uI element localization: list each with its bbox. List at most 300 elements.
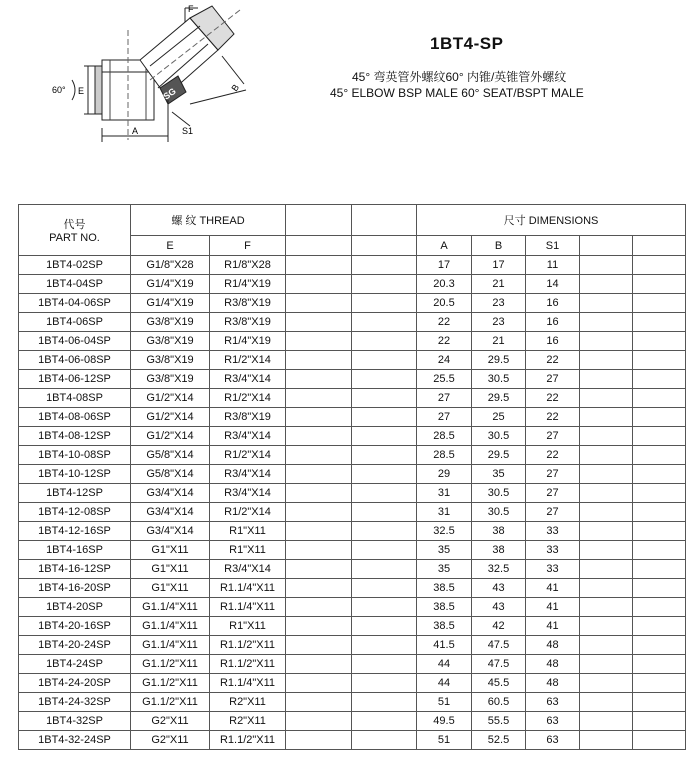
blank-cell (286, 465, 352, 484)
thread-e-cell: G1.1/4"X11 (131, 636, 210, 655)
thread-f-cell: R1"X11 (210, 541, 286, 560)
blank-cell (633, 275, 686, 294)
dim-a-cell: 41.5 (417, 636, 472, 655)
table-row (19, 598, 686, 617)
part-no-cell: 1BT4-12-08SP (19, 503, 131, 522)
blank-cell (633, 655, 686, 674)
dim-a-cell: 20.5 (417, 294, 472, 313)
blank-header (352, 205, 417, 236)
table-row (19, 408, 686, 427)
dim-b-cell: 35 (472, 465, 526, 484)
thread-e-cell: G1/4"X19 (131, 294, 210, 313)
blank-cell (286, 351, 352, 370)
blank-cell (580, 294, 633, 313)
part-no-cell: 1BT4-20-16SP (19, 617, 131, 636)
part-no-cell: 1BT4-32-24SP (19, 731, 131, 750)
dim-b-cell: 43 (472, 579, 526, 598)
dim-a-cell: 22 (417, 332, 472, 351)
dim-b-cell: 23 (472, 313, 526, 332)
subtitle-chinese: 45° 弯英管外螺纹60° 内锥/英锥管外螺纹 (352, 70, 567, 84)
label-sg: SG (161, 85, 178, 102)
blank-cell (352, 712, 417, 731)
dim-s1-cell: 22 (526, 446, 580, 465)
label-e: E (78, 86, 85, 96)
dim-s1-cell: 22 (526, 351, 580, 370)
table-row (19, 313, 686, 332)
blank-cell (580, 370, 633, 389)
blank-cell (633, 313, 686, 332)
dim-a-cell: 25.5 (417, 370, 472, 389)
dim-s1-cell: 16 (526, 313, 580, 332)
thread-e-cell: G3/4"X14 (131, 522, 210, 541)
blank-cell (633, 294, 686, 313)
dim-s1-cell: 16 (526, 332, 580, 351)
thread-f-cell: R3/8"X19 (210, 294, 286, 313)
part-no-cell: 1BT4-06-12SP (19, 370, 131, 389)
dim-b-cell: 21 (472, 275, 526, 294)
dim-a-cell: 27 (417, 389, 472, 408)
blank-cell (286, 446, 352, 465)
thread-f-cell: R3/4"X14 (210, 484, 286, 503)
dim-s1-cell: 11 (526, 256, 580, 275)
blank-cell (286, 579, 352, 598)
blank-cell (580, 579, 633, 598)
blank-cell (352, 446, 417, 465)
dim-a-cell: 28.5 (417, 427, 472, 446)
thread-e-cell: G3/8"X19 (131, 332, 210, 351)
blank-cell (286, 503, 352, 522)
blank-cell (580, 712, 633, 731)
thread-e-cell: G5/8"X14 (131, 446, 210, 465)
blank-cell (580, 465, 633, 484)
table-row (19, 712, 686, 731)
thread-f-cell: R1/2"X14 (210, 351, 286, 370)
dim-b-cell: 30.5 (472, 484, 526, 503)
thread-f-cell: R1.1/2"X11 (210, 636, 286, 655)
blank-header (633, 236, 686, 256)
blank-cell (633, 389, 686, 408)
dim-s1-cell: 22 (526, 408, 580, 427)
thread-e-cell: G1"X11 (131, 579, 210, 598)
table-row (19, 674, 686, 693)
blank-cell (286, 541, 352, 560)
dim-a-cell: 38.5 (417, 617, 472, 636)
blank-cell (352, 522, 417, 541)
part-no-cell: 1BT4-20-24SP (19, 636, 131, 655)
table-row (19, 731, 686, 750)
blank-cell (633, 617, 686, 636)
dim-b-cell: 30.5 (472, 503, 526, 522)
blank-cell (633, 446, 686, 465)
table-row (19, 503, 686, 522)
dim-b-cell: 38 (472, 541, 526, 560)
col-f-header: F (210, 236, 286, 256)
part-no-cell: 1BT4-24-32SP (19, 693, 131, 712)
blank-cell (352, 636, 417, 655)
blank-cell (352, 503, 417, 522)
blank-cell (286, 313, 352, 332)
blank-cell (580, 541, 633, 560)
blank-cell (286, 370, 352, 389)
dim-a-cell: 31 (417, 503, 472, 522)
dim-s1-cell: 27 (526, 370, 580, 389)
dim-a-cell: 38.5 (417, 579, 472, 598)
blank-cell (286, 427, 352, 446)
part-no-cell: 1BT4-16-12SP (19, 560, 131, 579)
blank-cell (352, 655, 417, 674)
part-no-cell: 1BT4-08-12SP (19, 427, 131, 446)
blank-cell (286, 560, 352, 579)
blank-cell (633, 579, 686, 598)
col-a-header: A (417, 236, 472, 256)
table-row (19, 693, 686, 712)
dimensions-header: 尺寸 DIMENSIONS (417, 205, 686, 236)
thread-e-cell: G1/4"X19 (131, 275, 210, 294)
part-no-cell: 1BT4-10-08SP (19, 446, 131, 465)
dim-s1-cell: 41 (526, 617, 580, 636)
blank-cell (352, 731, 417, 750)
blank-cell (633, 332, 686, 351)
blank-cell (580, 503, 633, 522)
thread-e-cell: G1.1/4"X11 (131, 617, 210, 636)
blank-cell (352, 560, 417, 579)
blank-cell (286, 522, 352, 541)
blank-cell (633, 522, 686, 541)
thread-e-cell: G1/2"X14 (131, 408, 210, 427)
dim-a-cell: 20.3 (417, 275, 472, 294)
dim-s1-cell: 27 (526, 465, 580, 484)
dim-a-cell: 38.5 (417, 598, 472, 617)
label-f: F (188, 4, 194, 14)
dim-s1-cell: 41 (526, 579, 580, 598)
dim-a-cell: 51 (417, 731, 472, 750)
table-body (19, 256, 686, 750)
thread-e-cell: G3/8"X19 (131, 313, 210, 332)
part-no-cell: 1BT4-08SP (19, 389, 131, 408)
blank-cell (352, 408, 417, 427)
dim-s1-cell: 33 (526, 522, 580, 541)
table-row (19, 465, 686, 484)
dim-s1-cell: 14 (526, 275, 580, 294)
dim-s1-cell: 63 (526, 693, 580, 712)
dim-b-cell: 21 (472, 332, 526, 351)
thread-f-cell: R1/4"X19 (210, 275, 286, 294)
thread-e-cell: G1.1/4"X11 (131, 598, 210, 617)
thread-f-cell: R3/4"X14 (210, 465, 286, 484)
thread-e-cell: G1"X11 (131, 560, 210, 579)
table-row (19, 332, 686, 351)
table-row (19, 484, 686, 503)
dim-b-cell: 29.5 (472, 389, 526, 408)
dim-b-cell: 42 (472, 617, 526, 636)
thread-f-cell: R1/8"X28 (210, 256, 286, 275)
blank-cell (633, 503, 686, 522)
thread-e-cell: G3/4"X14 (131, 503, 210, 522)
part-no-cell: 1BT4-24SP (19, 655, 131, 674)
blank-cell (286, 256, 352, 275)
blank-cell (286, 408, 352, 427)
thread-f-cell: R1.1/4"X11 (210, 579, 286, 598)
thread-f-cell: R1/4"X19 (210, 332, 286, 351)
part-no-header-en: PART NO. (49, 232, 100, 244)
blank-cell (286, 332, 352, 351)
dim-s1-cell: 48 (526, 674, 580, 693)
blank-cell (633, 427, 686, 446)
thread-e-cell: G1/2"X14 (131, 389, 210, 408)
blank-cell (580, 275, 633, 294)
thread-e-cell: G1.1/2"X11 (131, 674, 210, 693)
blank-cell (352, 598, 417, 617)
part-no-cell: 1BT4-04SP (19, 275, 131, 294)
part-no-cell: 1BT4-04-06SP (19, 294, 131, 313)
part-no-cell: 1BT4-08-06SP (19, 408, 131, 427)
dim-s1-cell: 27 (526, 427, 580, 446)
blank-cell (580, 446, 633, 465)
table-row (19, 522, 686, 541)
thread-e-cell: G3/8"X19 (131, 370, 210, 389)
part-no-cell: 1BT4-06-04SP (19, 332, 131, 351)
table-row (19, 370, 686, 389)
table-row (19, 446, 686, 465)
blank-header (286, 236, 352, 256)
dim-s1-cell: 16 (526, 294, 580, 313)
dim-s1-cell: 41 (526, 598, 580, 617)
thread-e-cell: G1/2"X14 (131, 427, 210, 446)
blank-cell (352, 294, 417, 313)
part-no-cell: 1BT4-12SP (19, 484, 131, 503)
dim-s1-cell: 48 (526, 655, 580, 674)
blank-cell (580, 560, 633, 579)
thread-f-cell: R3/4"X14 (210, 370, 286, 389)
blank-cell (352, 427, 417, 446)
blank-cell (286, 636, 352, 655)
blank-cell (633, 712, 686, 731)
blank-cell (580, 256, 633, 275)
blank-cell (352, 275, 417, 294)
blank-cell (580, 332, 633, 351)
table-row (19, 351, 686, 370)
col-b-header: B (472, 236, 526, 256)
dim-s1-cell: 33 (526, 541, 580, 560)
label-s1: S1 (182, 126, 194, 136)
dim-a-cell: 27 (417, 408, 472, 427)
dim-a-cell: 24 (417, 351, 472, 370)
blank-cell (633, 598, 686, 617)
blank-cell (580, 655, 633, 674)
dim-b-cell: 23 (472, 294, 526, 313)
part-no-cell: 1BT4-10-12SP (19, 465, 131, 484)
blank-cell (352, 465, 417, 484)
blank-cell (286, 712, 352, 731)
thread-f-cell: R3/8"X19 (210, 313, 286, 332)
blank-cell (352, 579, 417, 598)
dim-b-cell: 43 (472, 598, 526, 617)
dim-b-cell: 45.5 (472, 674, 526, 693)
blank-cell (580, 408, 633, 427)
dim-s1-cell: 63 (526, 712, 580, 731)
dim-a-cell: 22 (417, 313, 472, 332)
blank-cell (580, 484, 633, 503)
blank-cell (633, 256, 686, 275)
dim-a-cell: 44 (417, 655, 472, 674)
label-60: 60° (52, 85, 66, 95)
blank-cell (633, 351, 686, 370)
part-no-cell: 1BT4-02SP (19, 256, 131, 275)
blank-cell (286, 598, 352, 617)
dim-a-cell: 29 (417, 465, 472, 484)
dim-a-cell: 44 (417, 674, 472, 693)
thread-f-cell: R1.1/2"X11 (210, 731, 286, 750)
dim-a-cell: 49.5 (417, 712, 472, 731)
part-no-cell: 1BT4-32SP (19, 712, 131, 731)
thread-f-cell: R1"X11 (210, 617, 286, 636)
thread-f-cell: R1/2"X14 (210, 446, 286, 465)
blank-header (352, 236, 417, 256)
thread-f-cell: R2"X11 (210, 712, 286, 731)
part-no-cell: 1BT4-06-08SP (19, 351, 131, 370)
dimensions-table (18, 204, 686, 750)
label-b: B (229, 82, 242, 94)
thread-f-cell: R1"X11 (210, 522, 286, 541)
part-no-cell: 1BT4-20SP (19, 598, 131, 617)
dim-b-cell: 32.5 (472, 560, 526, 579)
blank-cell (633, 465, 686, 484)
blank-cell (352, 313, 417, 332)
label-a: A (132, 126, 139, 136)
dim-b-cell: 25 (472, 408, 526, 427)
part-no-header-cn: 代号 (63, 219, 86, 231)
dim-s1-cell: 22 (526, 389, 580, 408)
dim-b-cell: 29.5 (472, 351, 526, 370)
blank-cell (352, 693, 417, 712)
thread-f-cell: R3/4"X14 (210, 560, 286, 579)
table-row (19, 275, 686, 294)
page-title: 1BT4-SP (430, 34, 504, 53)
blank-cell (352, 389, 417, 408)
blank-cell (352, 674, 417, 693)
blank-cell (286, 617, 352, 636)
dim-a-cell: 51 (417, 693, 472, 712)
thread-header: 螺 纹 THREAD (131, 205, 286, 236)
table-row (19, 579, 686, 598)
blank-cell (633, 408, 686, 427)
dim-b-cell: 29.5 (472, 446, 526, 465)
fitting-drawing (40, 0, 270, 150)
blank-cell (633, 731, 686, 750)
dim-b-cell: 47.5 (472, 655, 526, 674)
dim-a-cell: 35 (417, 541, 472, 560)
blank-cell (352, 541, 417, 560)
table-row (19, 617, 686, 636)
blank-cell (633, 370, 686, 389)
thread-e-cell: G1/8"X28 (131, 256, 210, 275)
blank-header (580, 236, 633, 256)
dim-b-cell: 17 (472, 256, 526, 275)
blank-cell (286, 731, 352, 750)
subtitle-english: 45° ELBOW BSP MALE 60° SEAT/BSPT MALE (330, 86, 584, 100)
blank-cell (352, 617, 417, 636)
thread-e-cell: G1.1/2"X11 (131, 655, 210, 674)
blank-cell (580, 731, 633, 750)
blank-cell (580, 389, 633, 408)
dim-b-cell: 30.5 (472, 370, 526, 389)
table-row (19, 655, 686, 674)
blank-cell (352, 484, 417, 503)
blank-cell (580, 693, 633, 712)
thread-e-cell: G3/4"X14 (131, 484, 210, 503)
blank-cell (286, 693, 352, 712)
blank-cell (633, 674, 686, 693)
blank-cell (580, 617, 633, 636)
dim-b-cell: 47.5 (472, 636, 526, 655)
thread-e-cell: G1.1/2"X11 (131, 693, 210, 712)
dim-s1-cell: 63 (526, 731, 580, 750)
dim-a-cell: 32.5 (417, 522, 472, 541)
part-no-cell: 1BT4-24-20SP (19, 674, 131, 693)
blank-cell (286, 294, 352, 313)
blank-cell (286, 275, 352, 294)
table-row (19, 389, 686, 408)
blank-cell (633, 636, 686, 655)
blank-cell (580, 522, 633, 541)
thread-e-cell: G1"X11 (131, 541, 210, 560)
dim-a-cell: 17 (417, 256, 472, 275)
dim-s1-cell: 27 (526, 503, 580, 522)
dim-a-cell: 31 (417, 484, 472, 503)
thread-e-cell: G2"X11 (131, 731, 210, 750)
blank-cell (286, 655, 352, 674)
thread-f-cell: R1/2"X14 (210, 389, 286, 408)
part-no-cell: 1BT4-12-16SP (19, 522, 131, 541)
table-row (19, 636, 686, 655)
thread-f-cell: R1.1/2"X11 (210, 655, 286, 674)
blank-cell (352, 332, 417, 351)
dim-s1-cell: 27 (526, 484, 580, 503)
blank-header (286, 205, 352, 236)
blank-cell (286, 674, 352, 693)
dim-b-cell: 52.5 (472, 731, 526, 750)
table-row (19, 256, 686, 275)
blank-cell (580, 351, 633, 370)
blank-cell (286, 484, 352, 503)
thread-f-cell: R3/4"X14 (210, 427, 286, 446)
blank-cell (633, 541, 686, 560)
thread-e-cell: G2"X11 (131, 712, 210, 731)
dim-s1-cell: 48 (526, 636, 580, 655)
table-row (19, 560, 686, 579)
blank-cell (580, 674, 633, 693)
table-row (19, 294, 686, 313)
blank-cell (633, 484, 686, 503)
thread-f-cell: R1.1/4"X11 (210, 598, 286, 617)
dim-a-cell: 35 (417, 560, 472, 579)
thread-f-cell: R1.1/4"X11 (210, 674, 286, 693)
part-no-header (19, 205, 131, 256)
thread-f-cell: R1/2"X14 (210, 503, 286, 522)
dim-b-cell: 30.5 (472, 427, 526, 446)
part-no-cell: 1BT4-16-20SP (19, 579, 131, 598)
dim-a-cell: 28.5 (417, 446, 472, 465)
blank-cell (580, 427, 633, 446)
thread-e-cell: G5/8"X14 (131, 465, 210, 484)
table-row (19, 427, 686, 446)
blank-cell (352, 256, 417, 275)
blank-cell (580, 598, 633, 617)
thread-e-cell: G3/8"X19 (131, 351, 210, 370)
col-e-header: E (131, 236, 210, 256)
header-row-1 (19, 205, 686, 236)
col-s1-header: S1 (526, 236, 580, 256)
